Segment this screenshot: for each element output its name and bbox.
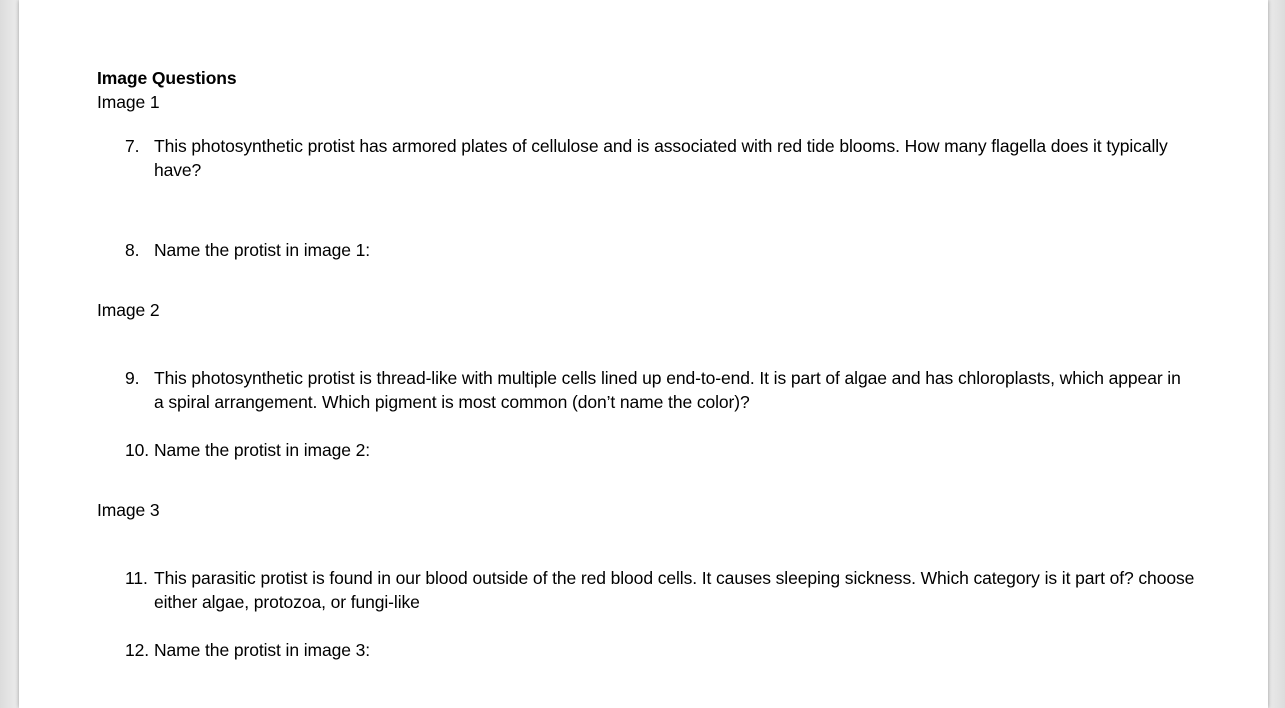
question-number: 10. — [125, 440, 150, 460]
document-page — [19, 0, 1268, 708]
question-number: 7. — [125, 136, 140, 156]
question-number: 11. — [125, 568, 148, 588]
question-text: Name the protist in image 2: — [154, 440, 371, 460]
question-8 — [125, 238, 1195, 262]
section-heading: Image Questions — [97, 68, 237, 88]
question-11 — [125, 566, 1195, 614]
image-1-label: Image 1 — [97, 92, 160, 112]
question-number: 9. — [125, 368, 140, 388]
question-text: This photosynthetic protist is thread-like with multiple cells lined up end-to-end. It is part of algae and has chloroplasts, which appear in a spiral arrangement. Which pigment is most common (don’t name the color)? — [154, 368, 1181, 412]
question-number: 12. — [125, 640, 150, 660]
question-number: 8. — [125, 240, 140, 260]
question-9 — [125, 366, 1195, 414]
question-10 — [125, 438, 1195, 462]
question-text: Name the protist in image 3: — [154, 640, 371, 660]
question-text: Name the protist in image 1: — [154, 240, 371, 260]
question-7 — [125, 134, 1195, 182]
question-12 — [125, 638, 1195, 662]
image-3-label: Image 3 — [97, 500, 160, 520]
question-text: This photosynthetic protist has armored plates of cellulose and is associated with red tide blooms. How many flagella does it typically have? — [154, 136, 1168, 180]
image-2-label: Image 2 — [97, 300, 160, 320]
question-text: This parasitic protist is found in our blood outside of the red blood cells. It causes sleeping sickness. Which category is it part of? choose either algae, protozoa, or fungi-like — [154, 568, 1195, 612]
